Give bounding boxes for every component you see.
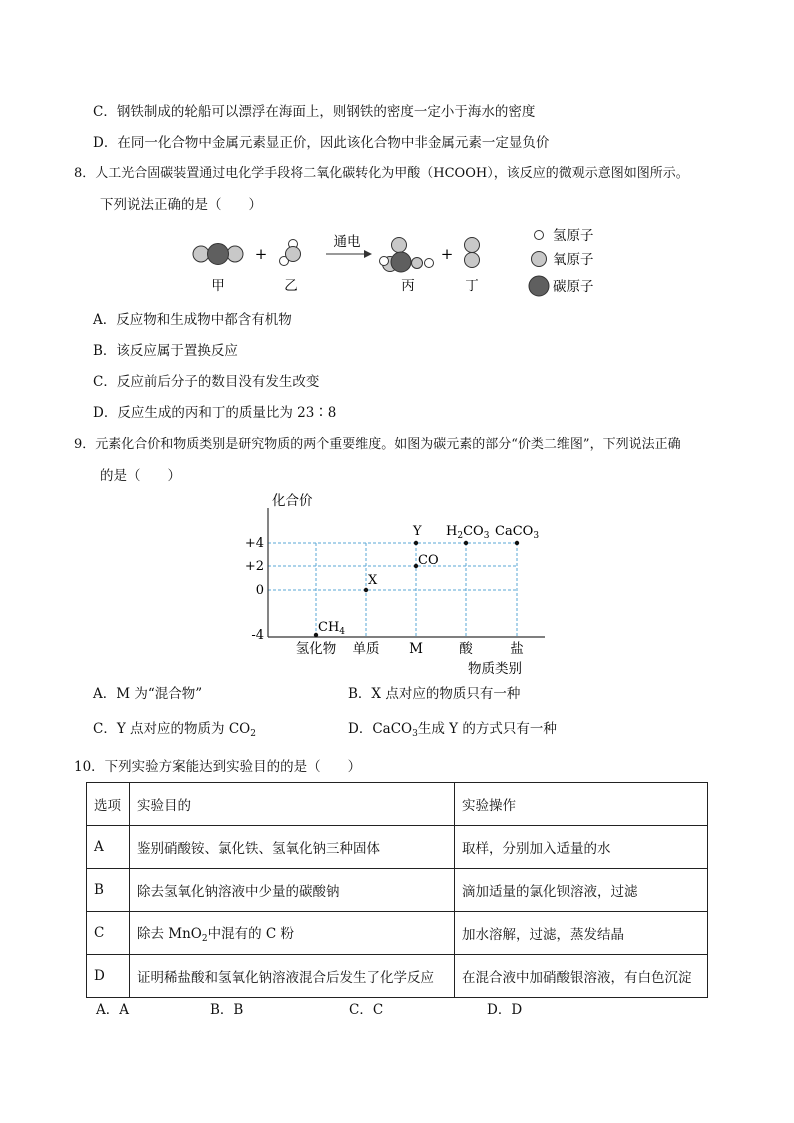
q9-option-c-subscript: 2: [250, 729, 256, 739]
y-tick-label: +4: [244, 536, 264, 551]
q8-stem-line2: 下列说法正确的是（ ）: [100, 197, 262, 213]
q10-choice-b: B．B: [210, 1002, 244, 1018]
q10-choice-d: D．D: [487, 1002, 523, 1018]
row-option: D: [87, 955, 130, 998]
row-purpose: 除去氢氧化钠溶液中少量的碳酸钠: [130, 869, 455, 912]
q9-option-d-subscript: 3: [412, 729, 418, 739]
q9-stem-line2: 的是（ ）: [100, 468, 181, 484]
row-purpose-text-tail: 中混有的 C 粉: [207, 926, 295, 942]
q9-option-c-text: C．Y 点对应的物质为 CO: [93, 721, 251, 737]
reaction-condition: 通电: [333, 234, 361, 250]
plus-sign-2: +: [440, 245, 454, 263]
data-point: [414, 541, 418, 545]
table-row: [87, 869, 708, 912]
data-point: [364, 588, 368, 592]
plus-sign-1: +: [254, 245, 268, 263]
point-label-subscript: 3: [483, 531, 490, 541]
point-label-subscript: 2: [457, 531, 464, 541]
experiment-table: [86, 782, 708, 998]
row-purpose: [130, 912, 455, 955]
legend-hydrogen-label: 氢原子: [553, 228, 594, 244]
table-header-row: [87, 783, 708, 826]
arrow-head-icon: [364, 250, 372, 258]
legend-carbon-swatch: [529, 276, 549, 296]
table-row: [87, 955, 708, 998]
point-label-text: X: [368, 573, 378, 588]
row-operation: 加水溶解，过滤，蒸发结晶: [455, 912, 708, 955]
label-ding: 丁: [465, 278, 479, 294]
point-label-text: CO: [463, 524, 484, 539]
q8-option-c: C．反应前后分子的数目没有发生改变: [93, 374, 320, 390]
x-tick-label: 盐: [510, 641, 524, 657]
legend-oxygen-label: 氧原子: [553, 252, 594, 268]
molecule-yi: [280, 240, 301, 266]
q8-stem: 8．人工光合固碳装置通过电化学手段将二氧化碳转化为甲酸（HCOOH），该反应的微观示意图如图所示。: [74, 166, 689, 181]
table-row: [87, 912, 708, 955]
q9-option-c: [93, 721, 256, 740]
point-label: [412, 524, 422, 539]
header-operation: 实验操作: [455, 783, 708, 826]
y-tick-label: 0: [255, 583, 264, 598]
q10-stem: 10．下列实验方案能达到实验目的的是（ ）: [74, 759, 362, 775]
q9-option-d-formula: CaCO: [372, 721, 413, 737]
data-point: [464, 541, 468, 545]
table-row: [87, 826, 708, 869]
point-label: [495, 524, 539, 541]
x-axis-label: 物质类别: [468, 661, 522, 677]
point-label-subscript: 4: [339, 627, 346, 637]
q9-stem: 9．元素化合价和物质类别是研究物质的两个重要维度。如图为碳元素的部分“价类二维图”，下列说法正确: [74, 437, 681, 452]
q8-option-d: D．反应生成的丙和丁的质量比为 23∶8: [93, 405, 337, 421]
point-label: [446, 524, 490, 541]
q9-option-a: A．M 为“混合物”: [93, 686, 203, 702]
point-label-subscript: 3: [533, 531, 540, 541]
legend-oxygen-swatch: [532, 252, 547, 267]
legend-hydrogen-swatch: [535, 231, 544, 240]
q7-option-c: C．钢铁制成的轮船可以漂浮在海面上，则钢铁的密度一定小于海水的密度: [93, 104, 536, 120]
point-label-text: Y: [413, 524, 422, 539]
molecule-jia: [193, 244, 243, 265]
point-label-text: H: [446, 524, 458, 539]
q8-option-b: B．该反应属于置换反应: [93, 343, 238, 359]
molecule-bing: [380, 238, 434, 273]
header-option: 选项: [87, 783, 130, 826]
row-purpose-subscript: 2: [201, 934, 208, 944]
molecule-ding: [465, 238, 480, 268]
data-point: [515, 541, 519, 545]
x-tick-label: 氢化物: [295, 641, 337, 657]
q10-choice-a: A．A: [96, 1002, 129, 1018]
point-label-text: CaCO: [495, 524, 534, 539]
reaction-diagram: [180, 224, 620, 300]
q9-option-d-label: D．: [348, 721, 373, 737]
row-option: C: [87, 912, 130, 955]
row-option: B: [87, 869, 130, 912]
legend-carbon-label: 碳原子: [553, 279, 594, 295]
row-operation: 取样，分别加入适量的水: [455, 826, 708, 869]
point-label: [318, 620, 345, 637]
y-tick-label: -4: [251, 628, 264, 643]
x-tick-label: M: [409, 641, 423, 657]
x-tick-label: 单质: [352, 641, 380, 657]
row-operation: 在混合液中加硝酸银溶液，有白色沉淀: [455, 955, 708, 998]
point-label-text: CO: [418, 553, 439, 568]
row-purpose: 鉴别硝酸铵、氯化铁、氢氧化钠三种固体: [130, 826, 455, 869]
q8-option-a: A．反应物和生成物中都含有机物: [93, 312, 292, 328]
point-label-text: CH: [318, 620, 340, 635]
x-tick-label: 酸: [459, 641, 473, 657]
header-purpose: 实验目的: [130, 783, 455, 826]
row-purpose: 证明稀盐酸和氢氧化钠溶液混合后发生了化学反应: [130, 955, 455, 998]
q7-option-d: D．在同一化合物中金属元素显正价，因此该化合物中非金属元素一定显负价: [93, 135, 550, 151]
q10-choice-c: C．C: [349, 1002, 384, 1018]
label-bing: 丙: [401, 278, 415, 294]
legend: [529, 228, 594, 296]
point-label: [368, 573, 378, 588]
q9-option-d-text: 生成 Y 的方式只有一种: [417, 721, 557, 737]
label-jia: 甲: [211, 278, 225, 294]
valence-category-chart: [240, 488, 560, 678]
row-purpose-text: 除去 MnO: [137, 926, 202, 942]
y-axis-label: 化合价: [272, 493, 313, 509]
point-label: [418, 553, 439, 568]
label-yi: 乙: [284, 278, 298, 294]
y-tick-label: +2: [244, 559, 264, 574]
q9-option-d: [348, 721, 557, 740]
row-option: A: [87, 826, 130, 869]
row-operation: 滴加适量的氯化钡溶液，过滤: [455, 869, 708, 912]
q9-option-b: B．X 点对应的物质只有一种: [348, 686, 521, 702]
